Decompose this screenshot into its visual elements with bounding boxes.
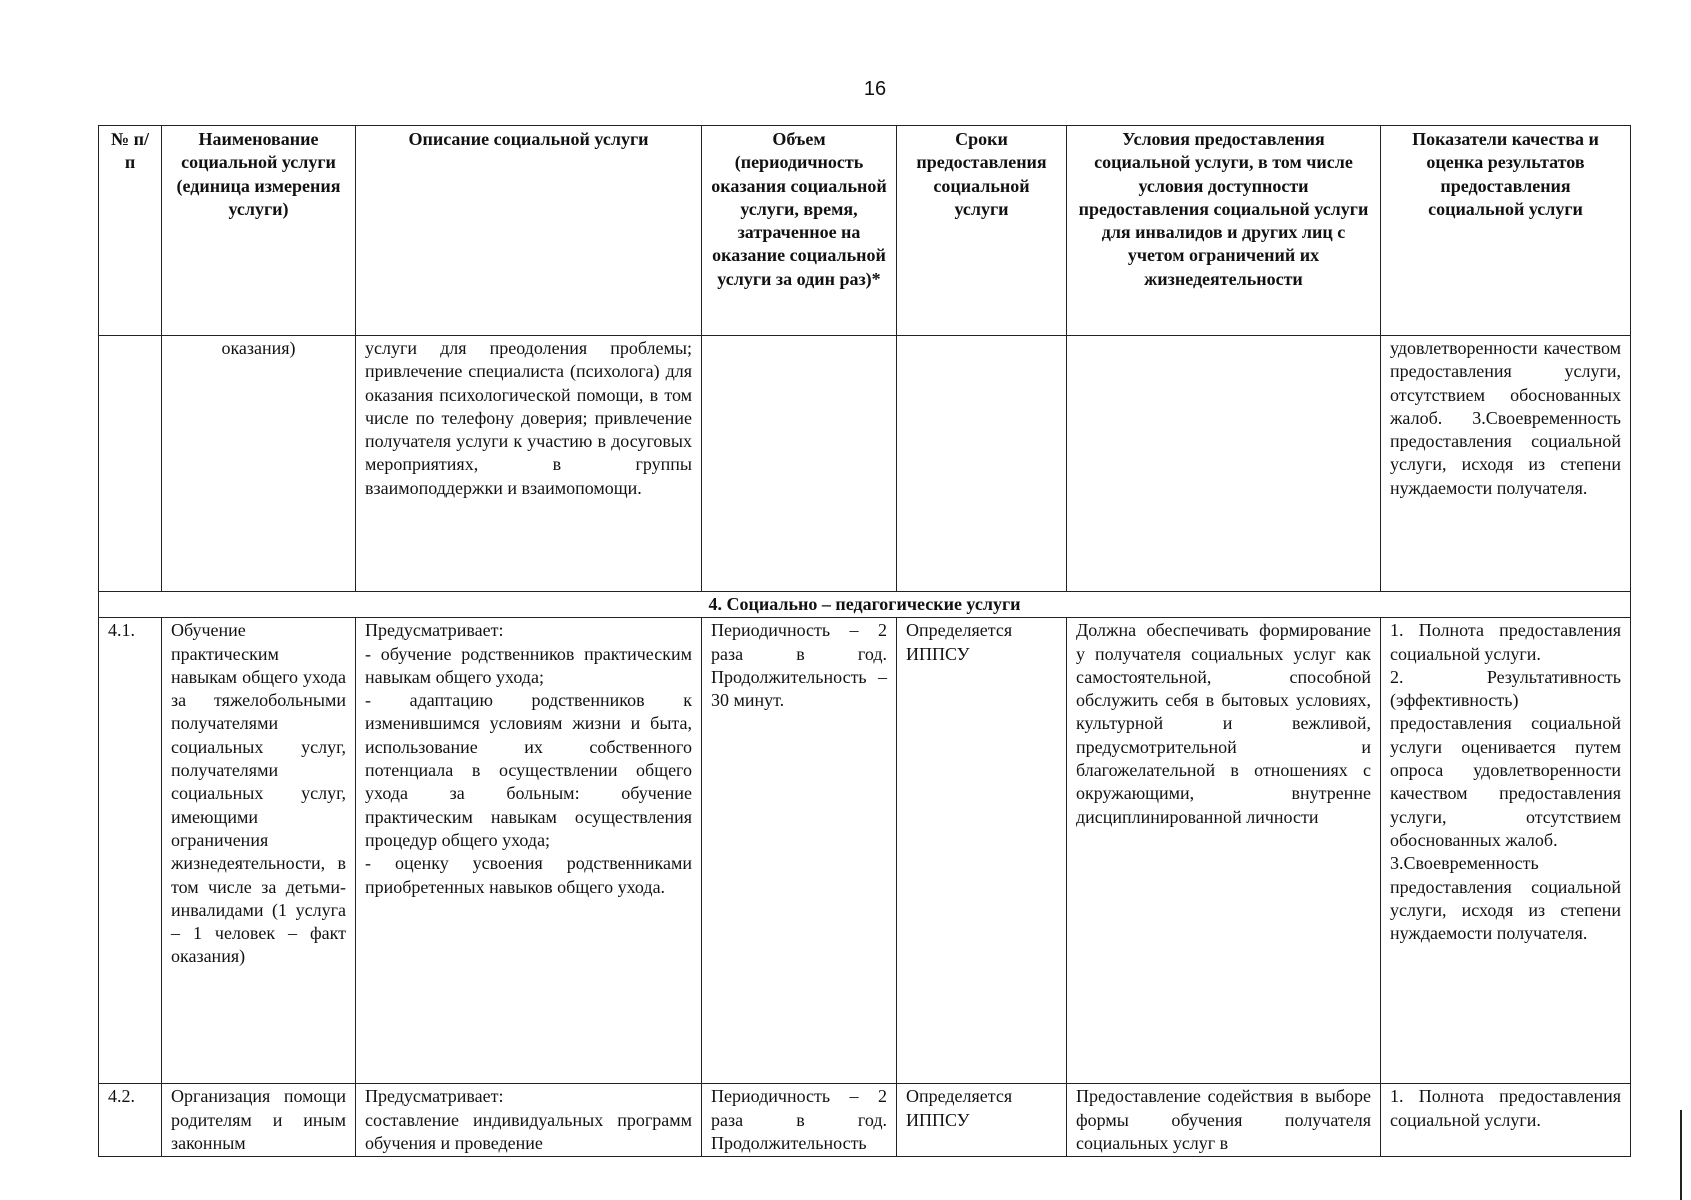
section-title: 4. Социально – педагогические услуги xyxy=(99,592,1631,618)
table-row xyxy=(99,1084,1631,1157)
cell-quality: удовлетворенности качеством предоставления услуги, отсутствием обоснованных жалоб. 3.Своевременность предоставления социальной услуги, исходя из степени нуждаемости получателя. xyxy=(1381,336,1631,592)
section-row xyxy=(99,592,1631,618)
cell-name: Обучение практическим навыкам общего ухода за тяжелобольными получателями социальных услуг, получателями социальных услуг, имеющими ограничения жизнедеятельности, в том числе за детьми-инвалидами (1 услуга – 1 человек – факт оказания) xyxy=(162,618,356,1084)
page-edge-line xyxy=(1680,1110,1682,1200)
cell-name: оказания) xyxy=(162,336,356,592)
cell-name: Организация помощи родителям и иным законным xyxy=(162,1084,356,1157)
column-header-name: Наименование социальной услуги (единица измерения услуги) xyxy=(162,126,356,336)
cell-terms: Определяется ИППСУ xyxy=(897,618,1067,1084)
column-header-terms: Сроки предоставления социальной услуги xyxy=(897,126,1067,336)
cell-conditions: Предоставление содействия в выборе формы обучения получателя социальных услуг в xyxy=(1067,1084,1381,1157)
cell-quality: 1. Полнота предоставления социальной услуги. xyxy=(1381,1084,1631,1157)
column-header-conditions: Условия предоставления социальной услуги, в том числе условия доступности предоставления социальной услуги для инвалидов и других лиц с учетом ограничений их жизнедеятельности xyxy=(1067,126,1381,336)
column-header-quality: Показатели качества и оценка результатов предоставления социальной услуги xyxy=(1381,126,1631,336)
cell-num xyxy=(99,336,162,592)
page-number: 16 xyxy=(863,78,887,100)
table-row xyxy=(99,618,1631,1084)
cell-conditions: Должна обеспечивать формирование у получателя социальных услуг как самостоятельной, способной обслужить себя в бытовых условиях, культурной и вежливой, предусмотрительной и благожелательной в отношениях с окружающими, внутренне дисциплинированной личности xyxy=(1067,618,1381,1084)
cell-description: услуги для преодоления проблемы; привлечение специалиста (психолога) для оказания психологической помощи, в том числе по телефону доверия; привлечение получателя услуги к участию в досуговых мероприятиях, в группы взаимоподдержки и взаимопомощи. xyxy=(356,336,702,592)
column-header-volume: Объем (периодичность оказания социальной услуги, время, затраченное на оказание социальной услуги за один раз)* xyxy=(702,126,897,336)
cell-description: Предусматривает: - обучение родственников практическим навыкам общего ухода; - адаптацию родственников к изменившимся условиям жизни и быта, использование их собственного потенциала в осуществлении общего ухода за больным: обучение практическим навыкам осуществления процедур общего ухода; - оценку усвоения родственниками приобретенных навыков общего ухода. xyxy=(356,618,702,1084)
cell-description: Предусматривает: составление индивидуальных программ обучения и проведение xyxy=(356,1084,702,1157)
table-header-row xyxy=(99,126,1631,336)
cell-volume: Периодичность – 2 раза в год. Продолжительность – 30 минут. xyxy=(702,618,897,1084)
table-row-continuation xyxy=(99,336,1631,592)
cell-num: 4.1. xyxy=(99,618,162,1084)
cell-quality: 1. Полнота предоставления социальной услуги. 2. Результативность (эффективность) предоставления социальной услуги оценивается путем опроса удовлетворенности качеством предоставления услуги, отсутствием обоснованных жалоб. 3.Своевременность предоставления социальной услуги, исходя из степени нуждаемости получателя. xyxy=(1381,618,1631,1084)
cell-terms: Определяется ИППСУ xyxy=(897,1084,1067,1157)
social-services-table xyxy=(98,125,1631,1157)
cell-num: 4.2. xyxy=(99,1084,162,1157)
cell-conditions xyxy=(1067,336,1381,592)
cell-volume xyxy=(702,336,897,592)
column-header-num: № п/п xyxy=(99,126,162,336)
column-header-description: Описание социальной услуги xyxy=(356,126,702,336)
cell-terms xyxy=(897,336,1067,592)
cell-volume: Периодичность – 2 раза в год. Продолжительность xyxy=(702,1084,897,1157)
